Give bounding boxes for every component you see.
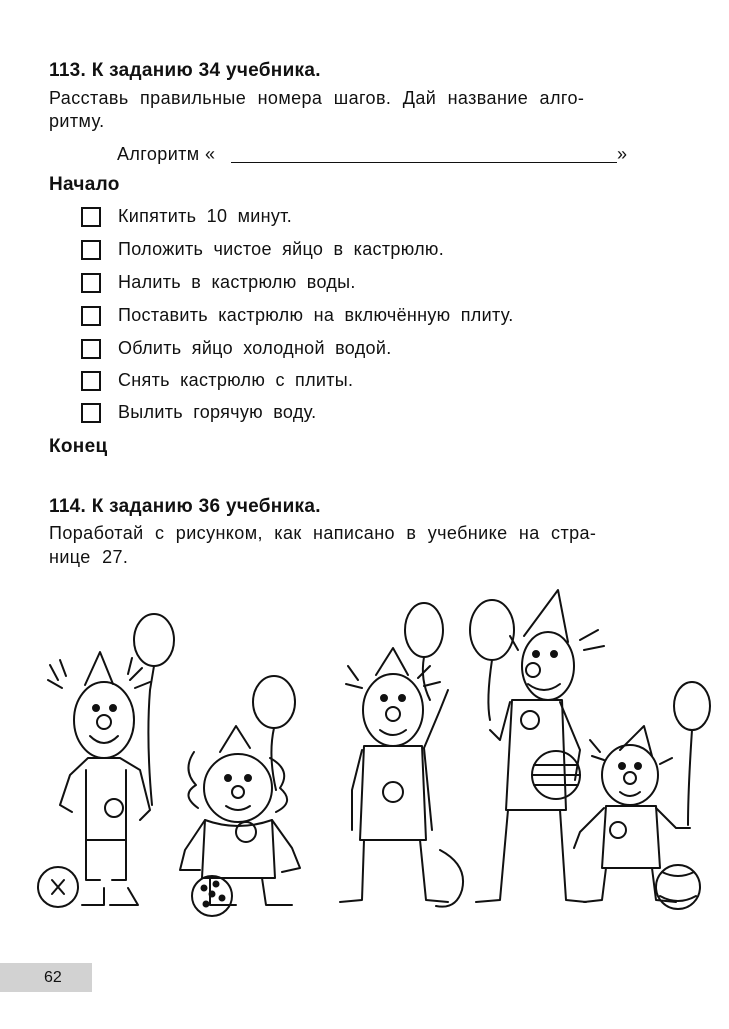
step-text: Налить в кастрюлю воды. (118, 272, 356, 292)
clowns-with-balloons-illustration (0, 580, 729, 925)
balloon (470, 600, 514, 660)
clown-3 (340, 603, 463, 907)
clown-4 (470, 590, 604, 902)
algorithm-name-field[interactable] (231, 140, 617, 163)
balloon-string (148, 666, 154, 805)
shoes (82, 888, 138, 905)
start-label: Начало (49, 174, 120, 195)
clown-face (204, 754, 272, 822)
balloon (674, 682, 710, 730)
step-number-box[interactable] (81, 240, 101, 260)
shirt (506, 700, 566, 810)
hair (346, 666, 440, 688)
task-114-instruction-line1: Поработай с рисунком, как написано в учебнике на стра- (49, 523, 597, 543)
party-hat (220, 726, 250, 752)
step-text: Поставить кастрюлю на включённую плиту. (118, 305, 514, 325)
task-113-title: 113. К заданию 34 учебника. (49, 60, 321, 81)
shirt (602, 806, 660, 868)
step-number-box[interactable] (81, 403, 101, 423)
page-number: 62 (44, 969, 62, 986)
step-number-box[interactable] (81, 207, 101, 227)
end-label: Конец (49, 436, 108, 457)
step-number-box[interactable] (81, 306, 101, 326)
task-114-title: 114. К заданию 36 учебника. (49, 496, 321, 517)
step-number-box[interactable] (81, 339, 101, 359)
party-hat (524, 590, 568, 642)
step-number-box[interactable] (81, 371, 101, 391)
shirt (202, 820, 275, 878)
legs (340, 840, 448, 902)
party-hat (85, 652, 113, 685)
clown-face (74, 682, 134, 758)
balloon (253, 676, 295, 728)
clown-5 (574, 682, 710, 909)
algorithm-label: Алгоритм « (117, 144, 216, 164)
balloon (134, 614, 174, 666)
arms (180, 820, 300, 872)
overalls (86, 770, 126, 880)
step-text: Облить яйцо холодной водой. (118, 338, 392, 358)
task-114-instruction-line2: нице 27. (49, 547, 129, 567)
step-text: Кипятить 10 минут. (118, 206, 292, 226)
balloon-string (423, 657, 430, 700)
clown-2 (180, 676, 300, 916)
balloon-string (488, 660, 492, 720)
clown-1 (38, 614, 174, 907)
legs (476, 810, 586, 902)
step-text: Вылить горячую воду. (118, 402, 317, 422)
task-113-instruction-line2: ритму. (49, 111, 105, 131)
balloon (405, 603, 443, 657)
hair (590, 740, 672, 764)
task-113-instruction-line1: Расставь правильные номера шагов. Дай название алго- (49, 88, 585, 108)
arms (574, 808, 690, 848)
step-text: Снять кастрюлю с плиты. (118, 370, 354, 390)
step-text: Положить чистое яйцо в кастрюлю. (118, 239, 445, 259)
algorithm-close-quote: » (617, 144, 628, 164)
shirt (360, 746, 426, 840)
step-number-box[interactable] (81, 273, 101, 293)
party-hat (376, 648, 408, 675)
balloon-string (688, 730, 692, 825)
ball (436, 850, 463, 907)
